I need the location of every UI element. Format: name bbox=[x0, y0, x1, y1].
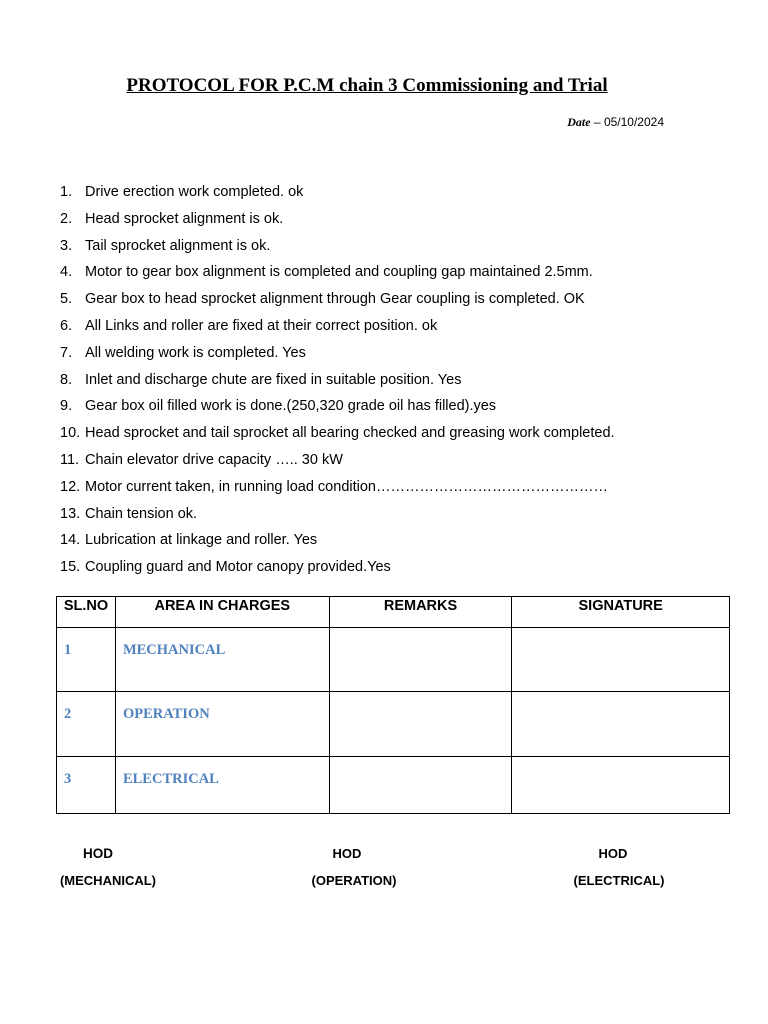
item-text: Drive erection work completed. ok bbox=[85, 184, 304, 200]
cell-sl-no: 1 bbox=[57, 628, 116, 692]
table-header-row bbox=[57, 597, 730, 628]
item-text: Head sprocket alignment is ok. bbox=[85, 210, 284, 227]
checklist-item bbox=[60, 340, 615, 367]
item-number: 8. bbox=[60, 371, 73, 388]
signature-block-operation bbox=[300, 846, 408, 888]
signature-title: HOD bbox=[83, 846, 113, 861]
checklist-item bbox=[60, 527, 615, 554]
item-text: Chain elevator drive capacity ….. 30 kW bbox=[85, 451, 343, 468]
item-text: Gear box to head sprocket alignment through Gear coupling is completed. OK bbox=[85, 291, 585, 308]
checklist-item bbox=[60, 179, 615, 206]
item-text: Chain tension ok. bbox=[85, 505, 198, 522]
cell-area: OPERATION bbox=[115, 692, 329, 757]
checklist-item bbox=[60, 447, 615, 474]
table-row bbox=[57, 628, 730, 692]
item-number: 15. bbox=[60, 559, 81, 576]
checklist-item bbox=[60, 420, 615, 447]
checklist-item bbox=[60, 259, 615, 286]
item-text: Head sprocket and tail sprocket all bearing checked and greasing work completed. bbox=[85, 425, 615, 442]
cell-signature[interactable] bbox=[512, 757, 730, 814]
item-text: Motor current taken, in running load condition………………………………………… bbox=[85, 478, 608, 495]
item-number: 7. bbox=[60, 344, 73, 361]
item-number: 13. bbox=[60, 505, 81, 522]
table-row bbox=[57, 757, 730, 814]
document-title: PROTOCOL FOR P.C.M chain 3 Commissioning and Trial bbox=[126, 75, 608, 96]
checklist-item bbox=[60, 313, 615, 340]
header-sl-no: SL.NO bbox=[57, 597, 116, 628]
item-text: Gear box oil filled work is done.(250,320 grade oil has filled).yes bbox=[85, 398, 497, 415]
item-text: Motor to gear box alignment is completed and coupling gap maintained 2.5mm. bbox=[85, 264, 593, 281]
cell-sl-no: 3 bbox=[57, 757, 116, 814]
cell-remarks[interactable] bbox=[329, 692, 512, 757]
signature-dept: (OPERATION) bbox=[311, 873, 397, 888]
signature-block-mechanical bbox=[56, 846, 160, 888]
header-remarks: REMARKS bbox=[329, 597, 512, 628]
date-line bbox=[567, 115, 664, 130]
checklist-item bbox=[60, 474, 615, 501]
item-number: 2. bbox=[60, 210, 73, 227]
cell-area: ELECTRICAL bbox=[115, 757, 329, 814]
item-text: All welding work is completed. Yes bbox=[85, 344, 306, 361]
checklist-item bbox=[60, 286, 615, 313]
signature-title: HOD bbox=[598, 846, 628, 861]
cell-area: MECHANICAL bbox=[115, 628, 329, 692]
cell-remarks[interactable] bbox=[329, 628, 512, 692]
date-separator: – bbox=[590, 115, 604, 129]
item-text: Inlet and discharge chute are fixed in suitable position. Yes bbox=[85, 371, 462, 388]
signature-block-electrical bbox=[566, 846, 672, 888]
item-number: 1. bbox=[60, 184, 73, 200]
checklist bbox=[60, 179, 615, 581]
item-number: 4. bbox=[60, 264, 73, 281]
area-in-charges-table bbox=[56, 596, 730, 814]
table-row bbox=[57, 692, 730, 757]
item-number: 12. bbox=[60, 478, 81, 495]
checklist-item bbox=[60, 206, 615, 233]
cell-signature[interactable] bbox=[512, 628, 730, 692]
item-number: 11. bbox=[60, 451, 80, 468]
item-text: All Links and roller are fixed at their correct position. ok bbox=[85, 317, 438, 334]
signature-dept: (MECHANICAL) bbox=[59, 873, 157, 888]
item-number: 10. bbox=[60, 425, 81, 442]
item-text: Lubrication at linkage and roller. Yes bbox=[85, 532, 318, 549]
checklist-item bbox=[60, 233, 615, 260]
checklist-item bbox=[60, 501, 615, 528]
item-number: 9. bbox=[60, 398, 73, 415]
signature-dept: (ELECTRICAL) bbox=[573, 873, 665, 888]
item-number: 14. bbox=[60, 532, 81, 549]
checklist-item bbox=[60, 367, 615, 394]
signature-title: HOD bbox=[332, 846, 362, 861]
header-signature: SIGNATURE bbox=[512, 597, 730, 628]
item-text: Coupling guard and Motor canopy provided.Yes bbox=[85, 559, 391, 576]
date-label: Date bbox=[567, 115, 591, 129]
item-number: 6. bbox=[60, 317, 73, 334]
cell-remarks[interactable] bbox=[329, 757, 512, 814]
item-number: 3. bbox=[60, 237, 73, 254]
cell-sl-no: 2 bbox=[57, 692, 116, 757]
date-value: 05/10/2024 bbox=[603, 115, 664, 129]
header-area-in-charges: AREA IN CHARGES bbox=[115, 597, 329, 628]
checklist-item bbox=[60, 393, 615, 420]
checklist-item bbox=[60, 554, 615, 581]
item-number: 5. bbox=[60, 291, 73, 308]
cell-signature[interactable] bbox=[512, 692, 730, 757]
item-text: Tail sprocket alignment is ok. bbox=[85, 237, 271, 254]
